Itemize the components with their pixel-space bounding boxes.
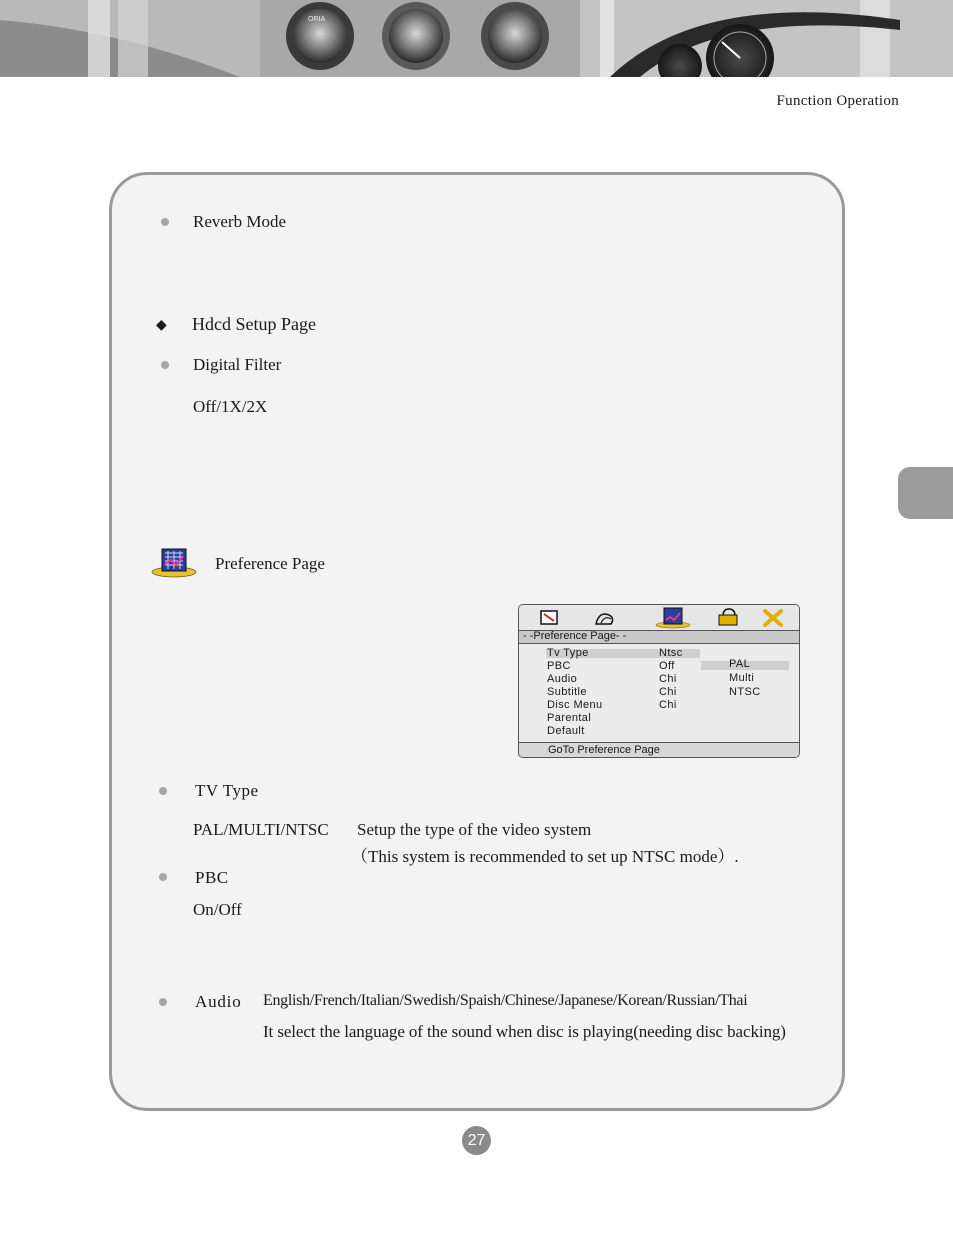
bullet-icon [161,361,169,369]
chapter-tab [898,467,953,519]
audio-options: English/French/Italian/Swedish/Spaish/Chinese/Japanese/Korean/Russian/Thai [263,992,748,1009]
preference-page-icon [150,546,198,583]
audio-description: It select the language of the sound when disc is playing(needing disc backing) [263,1022,786,1041]
audio-setup-icon [596,614,613,624]
banner-dial-label: ORIA [308,16,326,23]
diamond-bullet-icon: ◆ [156,318,167,333]
bullet-icon [159,998,167,1006]
general-setup-icon [541,611,557,624]
osd-submenu-option[interactable]: NTSC [729,686,761,698]
osd-submenu-option[interactable]: PAL [729,658,751,670]
password-lock-icon [719,609,737,625]
tv-type-note: （This system is recommended to set up NTSC mode）. [351,847,739,866]
tv-type-description: Setup the type of the video system [357,820,592,839]
header-banner-photo [0,0,953,77]
digital-filter-options: Off/1X/2X [193,397,268,416]
osd-item-label[interactable]: Subtitle [547,686,587,698]
osd-item-label[interactable]: Disc Menu [547,699,603,711]
osd-submenu-option[interactable]: Multi [729,672,755,684]
tv-type-heading: TV Type [195,781,259,800]
osd-title-bar [519,630,799,644]
osd-item-value: Off [659,660,675,672]
osd-item-label[interactable]: Parental [547,712,592,724]
audio-heading: Audio [195,992,242,1011]
osd-item-label[interactable]: PBC [547,660,571,672]
osd-item-value: Chi [659,699,677,711]
osd-item-label[interactable]: Audio [547,673,578,685]
osd-footer [519,742,799,758]
digital-filter-heading: Digital Filter [193,355,282,374]
pbc-heading: PBC [195,868,229,887]
bullet-icon [159,873,167,881]
page-number: 27 [462,1126,491,1155]
osd-item-value: Chi [659,673,677,685]
hdcd-setup-page-heading: Hdcd Setup Page [192,314,316,334]
tv-type-options: PAL/MULTI/NTSC [193,820,329,839]
osd-item-value: Chi [659,686,677,698]
pbc-options: On/Off [193,900,242,919]
bullet-icon [159,787,167,795]
bullet-icon [161,218,169,226]
section-title: Function Operation [776,93,899,109]
osd-preference-menu [518,604,800,758]
preference-page-heading: Preference Page [215,554,325,573]
osd-title: - -Preference Page- - [523,630,627,642]
osd-item-value: Ntsc [659,647,683,659]
preference-icon [656,608,690,628]
osd-footer-text: GoTo Preference Page [548,744,660,756]
reverb-mode-heading: Reverb Mode [193,212,287,231]
exit-icon [765,611,781,625]
osd-item-label[interactable]: Tv Type [547,647,589,659]
osd-item-label[interactable]: Default [547,725,585,737]
